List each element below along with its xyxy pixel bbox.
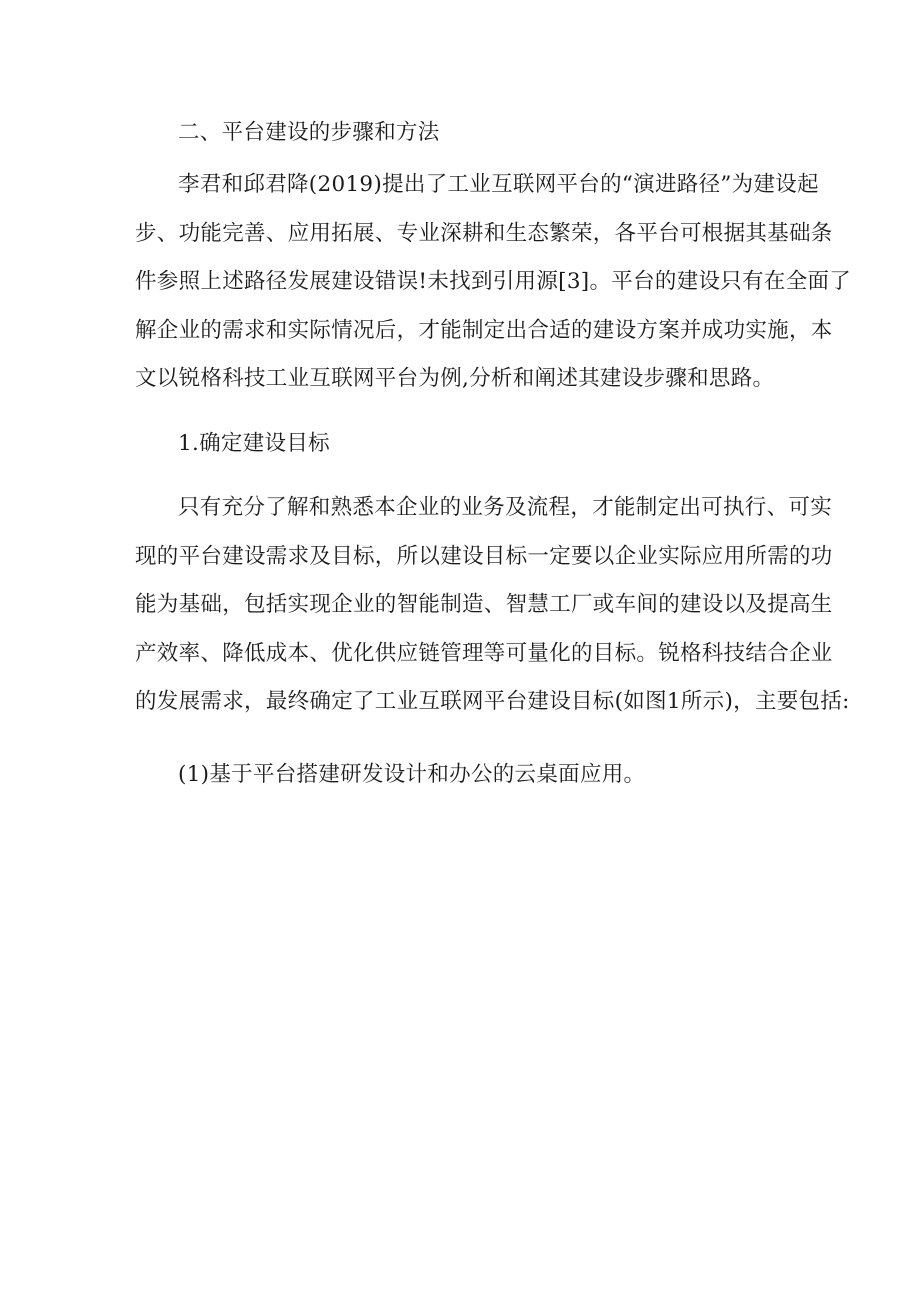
list-item: (1)基于平台搭建研发设计和办公的云桌面应用。 xyxy=(178,762,646,787)
paragraph-2-line-2: 现的平台建设需求及目标，所以建设目标一定要以企业实际应用所需的功 xyxy=(135,544,833,569)
paragraph-2-line-5: 的发展需求，最终确定了工业互联网平台建设目标(如图1所示)，主要包括: xyxy=(135,689,850,714)
paragraph-1-line-3: 件参照上述路径发展建设错误!未找到引用源[3]。平台的建设只有在全面了 xyxy=(135,269,852,294)
section-heading: 二、平台建设的步骤和方法 xyxy=(178,120,440,145)
paragraph-2-line-1: 只有充分了解和熟悉本企业的业务及流程，才能制定出可执行、可实 xyxy=(178,495,833,520)
paragraph-1-line-1: 李君和邱君降(2019)提出了工业互联网平台的“演进路径”为建设起 xyxy=(178,172,819,197)
paragraph-1-line-5: 文以锐格科技工业互联网平台为例,分析和阐述其建设步骤和思路。 xyxy=(135,366,775,391)
paragraph-2-line-4: 产效率、降低成本、优化供应链管理等可量化的目标。锐格科技结合企业 xyxy=(135,641,833,666)
paragraph-2-line-3: 能为基础，包括实现企业的智能制造、智慧工厂或车间的建设以及提高生 xyxy=(135,592,833,617)
paragraph-1-line-2: 步、功能完善、应用拓展、专业深耕和生态繁荣，各平台可根据其基础条 xyxy=(135,221,833,246)
paragraph-1-line-4: 解企业的需求和实际情况后，才能制定出合适的建设方案并成功实施，本 xyxy=(135,318,833,343)
subheading: 1.确定建设目标 xyxy=(178,431,330,456)
